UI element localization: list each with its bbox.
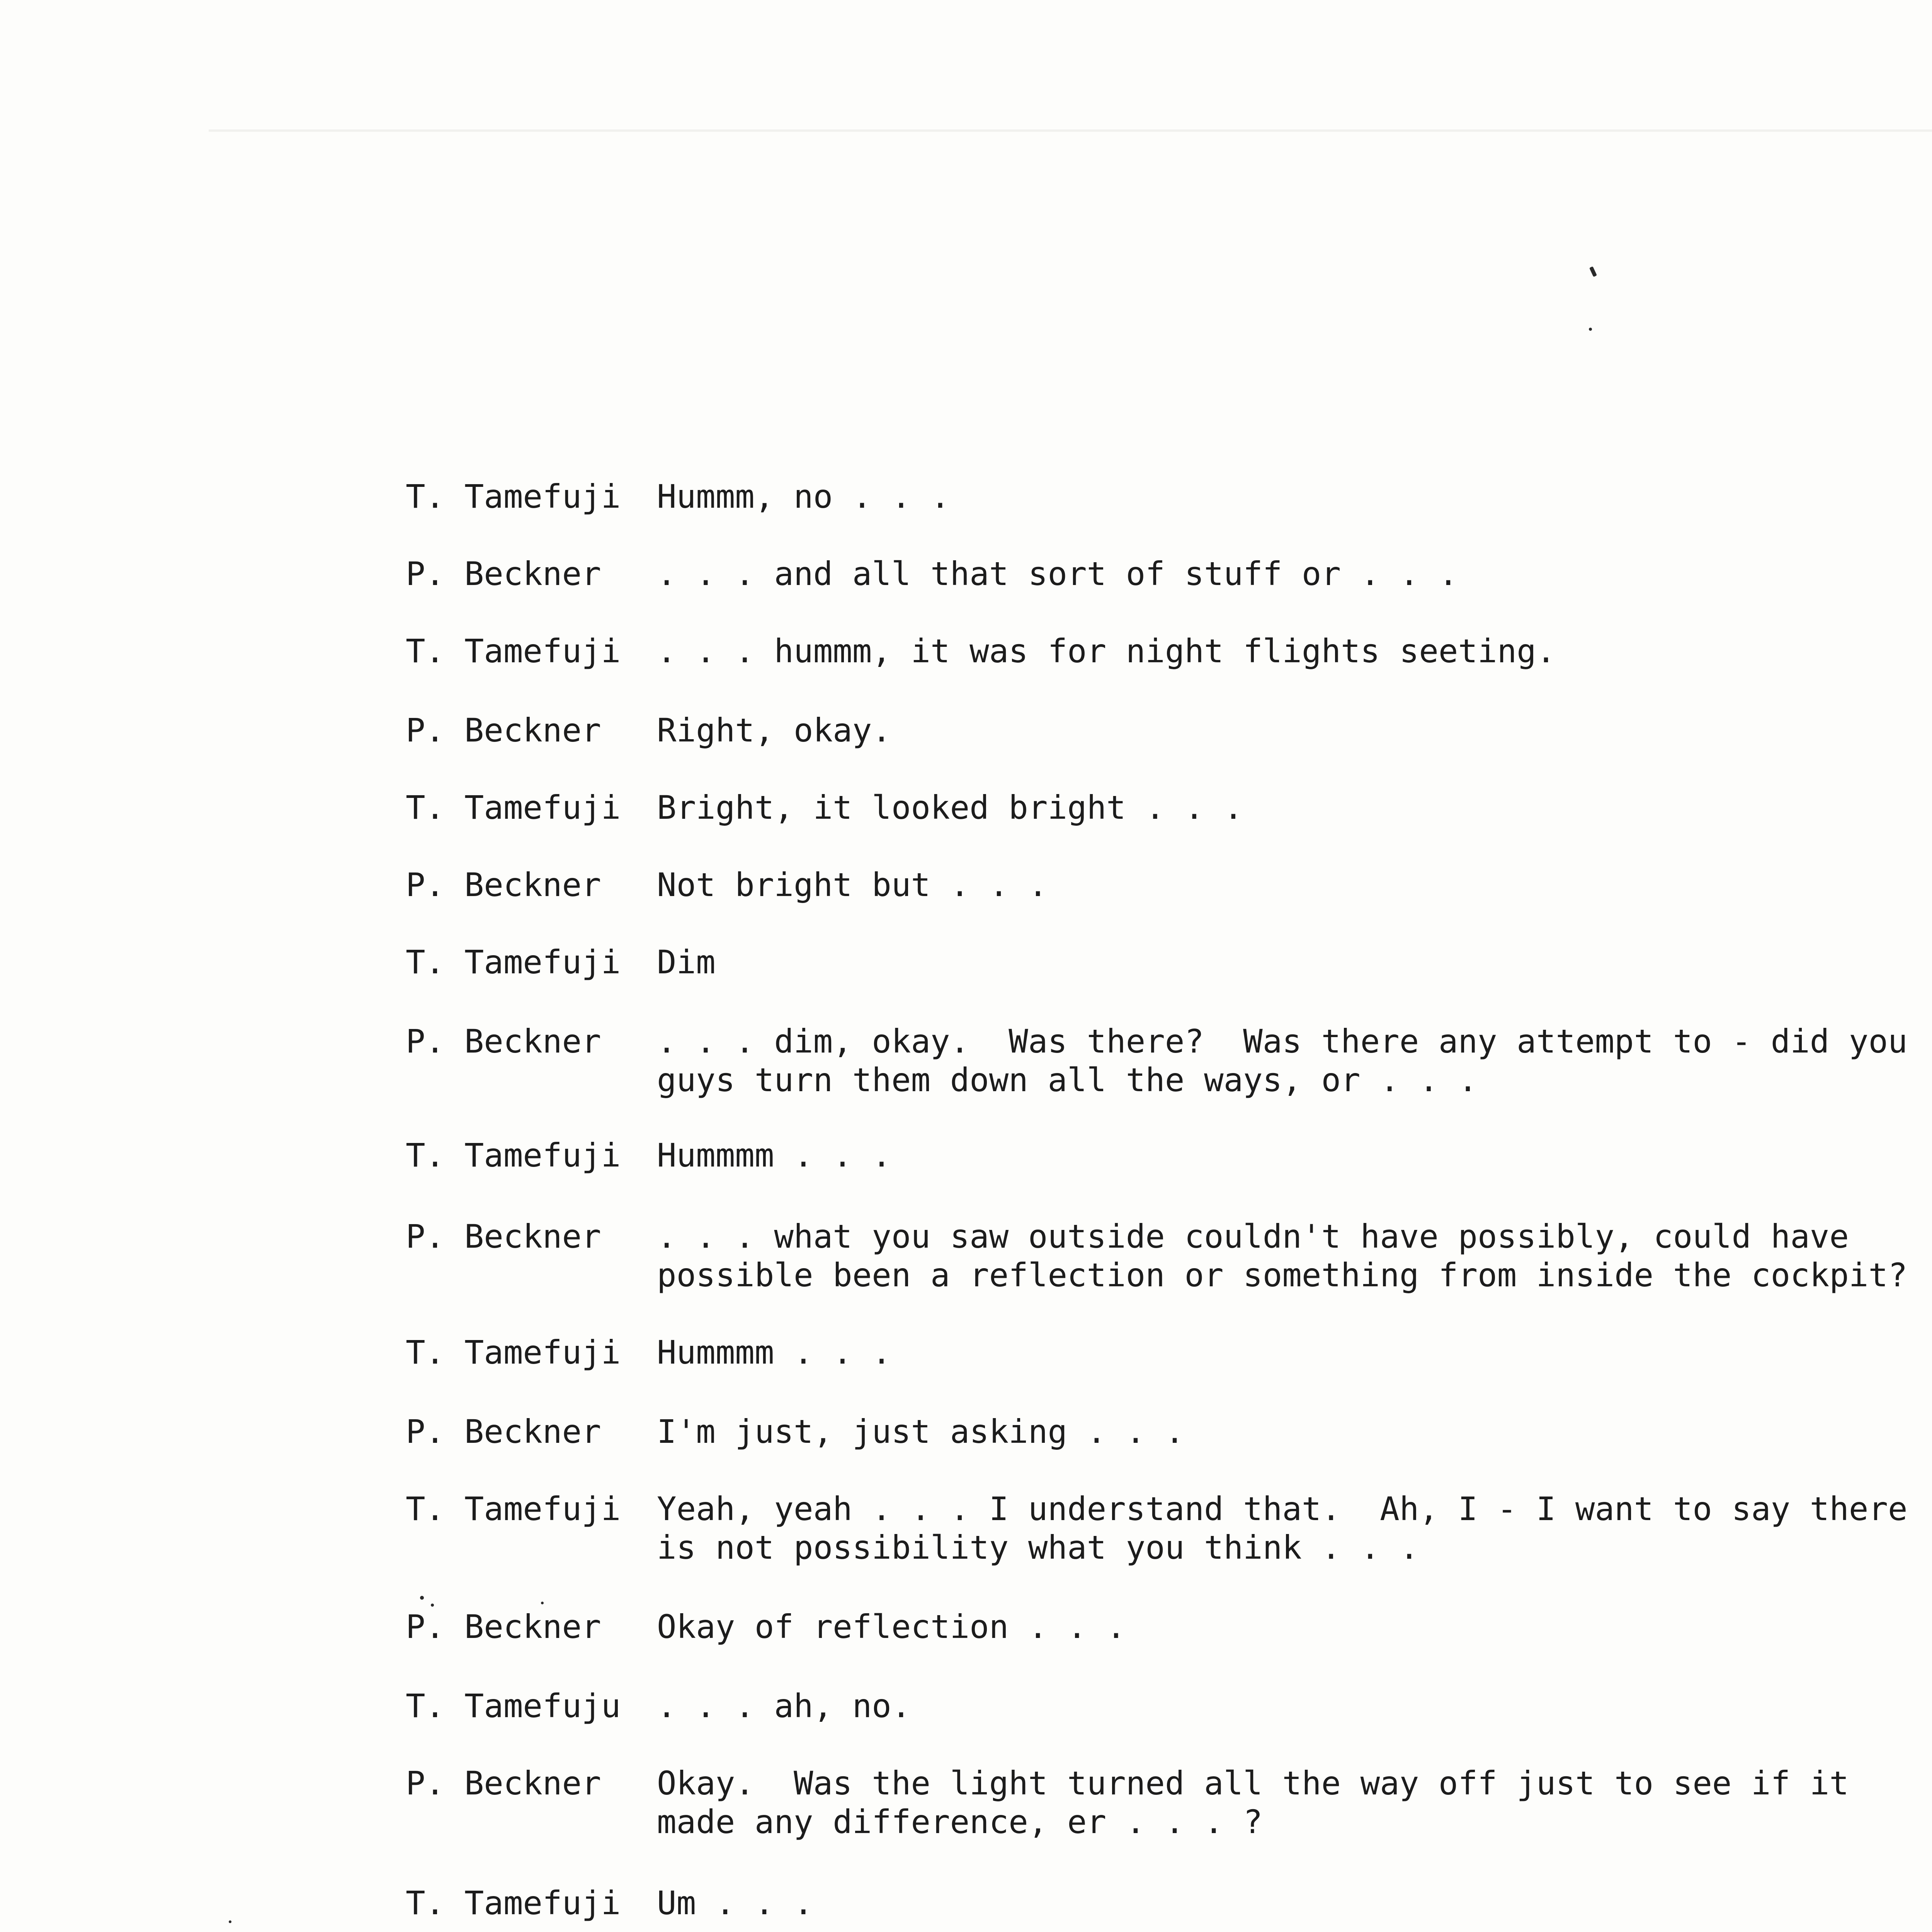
scan-speck — [229, 1920, 231, 1923]
dialogue-text: Okay. Was the light turned all the way off just to see if it made any difference, er . . . ? — [657, 1764, 1849, 1841]
speaker-name: P. Beckner — [406, 1022, 601, 1060]
scan-top-edge — [209, 129, 1932, 132]
dialogue-text: . . . what you saw outside couldn't have possibly, could have possible been a reflection or something from inside the cockpit? — [657, 1218, 1908, 1294]
dialogue-text: . . . dim, okay. Was there? Was there any attempt to - did you guys turn them down all the ways, or . . . — [657, 1022, 1908, 1099]
dialogue-text: Yeah, yeah . . . I understand that. Ah, I - I want to say there is not possibility what you think . . . — [657, 1490, 1908, 1566]
dialogue-text: Hummmm . . . — [657, 1333, 891, 1371]
dialogue-text: . . . hummm, it was for night flights seeting. — [657, 632, 1556, 670]
dialogue-text: Hummmm . . . — [657, 1136, 891, 1174]
speaker-name: P. Beckner — [406, 555, 601, 593]
scan-speck — [431, 1604, 434, 1607]
scan-speck — [541, 1602, 544, 1604]
speaker-name: T. Tamefuji — [406, 943, 621, 981]
speaker-name: T. Tamefuji — [406, 632, 621, 670]
dialogue-text: . . . ah, no. — [657, 1687, 911, 1725]
speaker-name: T. Tamefuji — [406, 1884, 621, 1922]
dialogue-text: Hummm, no . . . — [657, 478, 950, 515]
speaker-name: T. Tamefuji — [406, 1333, 621, 1371]
dialogue-text: Dim — [657, 943, 716, 981]
dialogue-text: Bright, it looked bright . . . — [657, 789, 1243, 827]
speaker-name: T. Tamefuji — [406, 789, 621, 827]
speaker-name: P. Beckner — [406, 1608, 601, 1646]
speaker-name: P. Beckner — [406, 1413, 601, 1451]
dialogue-text: Not bright but . . . — [657, 866, 1048, 904]
dialogue-text: Okay of reflection . . . — [657, 1608, 1126, 1646]
speaker-name: T. Tamefuji — [406, 1136, 621, 1174]
speaker-name: T. Tamefuji — [406, 478, 621, 515]
speaker-name: P. Beckner — [406, 1218, 601, 1255]
speaker-name: P. Beckner — [406, 1764, 601, 1802]
dialogue-text: I'm just, just asking . . . — [657, 1413, 1185, 1451]
scan-speck — [420, 1596, 424, 1600]
scan-speck — [1589, 328, 1592, 331]
speaker-name: P. Beckner — [406, 866, 601, 904]
dialogue-text: Um . . . — [657, 1884, 813, 1922]
scan-speck — [1589, 266, 1597, 277]
speaker-name: P. Beckner — [406, 711, 601, 749]
speaker-name: T. Tamefuju — [406, 1687, 621, 1725]
speaker-name: T. Tamefuji — [406, 1490, 621, 1528]
dialogue-text: . . . and all that sort of stuff or . . . — [657, 555, 1458, 593]
dialogue-text: Right, okay. — [657, 711, 891, 749]
